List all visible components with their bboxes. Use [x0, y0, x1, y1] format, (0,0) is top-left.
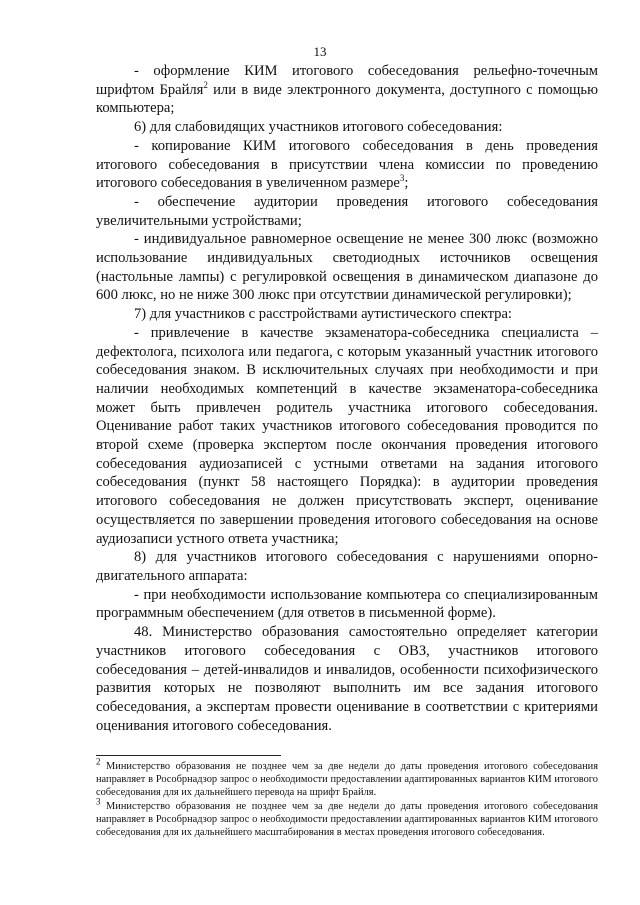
footnote-text-2: Министерство образования не позднее чем за две недели до даты проведения итогового собеседования направляет в Рособрнадзор запрос о необходимости предоставлении адаптированных вариантов КИМ итогового собеседования для их дальнейшего перевода на шрифт Брайля.: [96, 761, 598, 799]
paragraph-item-7: 7) для участников с расстройствами аутистического спектра:: [134, 306, 512, 323]
footnote-mark-3: 3: [96, 796, 101, 807]
page-number: 13: [313, 44, 327, 59]
paragraph-copying-text: - копирование КИМ итогового собеседования в день проведения итогового собеседования в присутствии члена комиссии по проведению итогового собеседования в увеличенном размере: [96, 137, 598, 192]
footnotes: [96, 756, 598, 839]
paragraph-braille: [96, 62, 598, 118]
paragraph-item-8: 8) для участников итогового собеседования с нарушениями опорно-двигательного аппарата:: [96, 549, 598, 584]
footnote-3: [96, 796, 598, 840]
paragraph-copying-end: ;: [404, 175, 409, 192]
footnote-text-3: Министерство образования не позднее чем за две недели до даты проведения итогового собеседования направляет в Рособрнадзор запрос о необходимости предоставлении адаптированных вариантов КИМ итогового собеседования для их дальнейшего масштабирования в местах проведения итогового собеседования.: [96, 800, 598, 839]
paragraph-autism: - привлечение в качестве экзаменатора-собеседника специалиста – дефектолога, психолога или педагога, с которым указанный участник итогового собеседования знаком. В исключительных случаях при необходимости и при наличии необходимых компетенций в качестве экзаменатора-собеседника может быть привлечен родитель участника итогового собеседования. Оценивание работ таких участников итогового собеседования проводится по второй схеме (проверка экспертом после окончания проведения итогового собеседования аудиозаписей с устными ответами на задания итогового собеседования (пункт 58 настоящего Порядка): в аудитории проведения итогового собеседования не должен присутствовать эксперт, оценивание осуществляется по завершении проведения итогового собеседования на основе аудиозаписи устного ответа участника;: [96, 324, 598, 547]
footnote-mark-2: 2: [96, 756, 101, 767]
paragraph-magnifiers: - обеспечение аудитории проведения итогового собеседования увеличительными устройствами;: [96, 193, 598, 229]
footnote-ref-3: 3: [399, 173, 405, 184]
paragraph-lighting: - индивидуальное равномерное освещение не менее 300 люкс (возможно использование индивидуальных светодиодных источников освещения (настольные лампы) с регулировкой освещения в динамическом диапазоне до 600 люкс, но не ниже 300 люкс при отсутствии динамической регулировки);: [96, 231, 598, 304]
document-body: [96, 62, 598, 735]
footnote-2: [96, 756, 598, 800]
footnote-divider: [96, 755, 281, 756]
footnote-ref-2: 2: [203, 79, 208, 90]
paragraph-braille-text-b: или в виде электронного документа, доступного с помощью компьютера;: [96, 81, 598, 117]
paragraph-item-6: 6) для слабовидящих участников итогового собеседования:: [134, 119, 503, 136]
paragraph-computer: - при необходимости использование компьютера со специализированным программным обеспечением (для ответов в письменной форме).: [96, 586, 598, 622]
paragraph-braille-text-a: - оформление КИМ итогового собеседования рельефно-точечным шрифтом Брайля: [96, 63, 598, 98]
paragraph-copying: [96, 137, 598, 193]
paragraph-48: 48. Министерство образования самостоятельно определяет категории участников итогового собеседования с ОВЗ, участников итогового собеседования – детей-инвалидов и инвалидов, особенности психофизического развития которых не позволяют выполнить им все задания итогового собеседования, а экспертам провести оценивание в соответствии с критериями оценивания итогового собеседования.: [96, 624, 598, 734]
